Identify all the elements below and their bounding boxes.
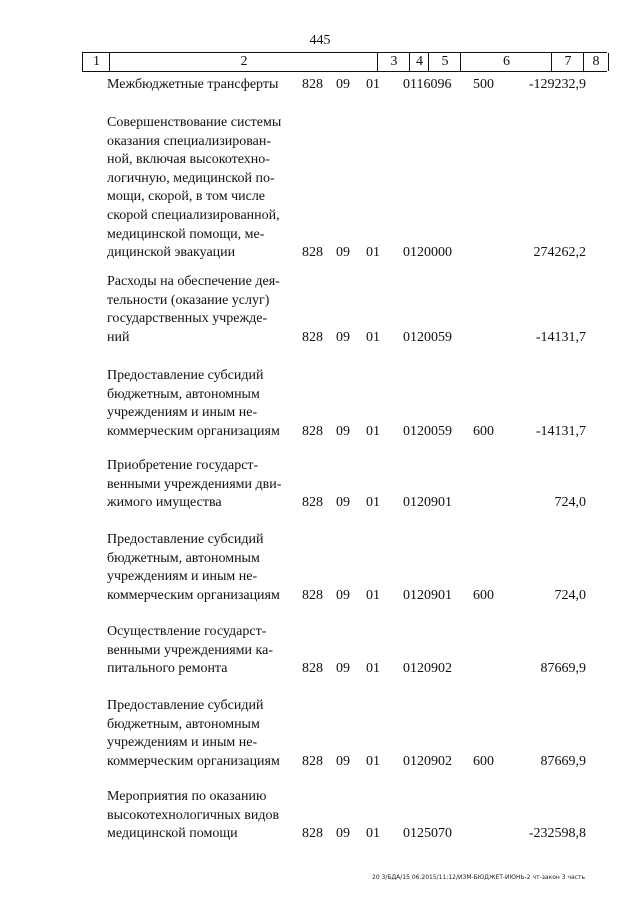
row-name-line: Совершенствование системы bbox=[107, 115, 282, 130]
cell-c7: 600 bbox=[473, 587, 494, 603]
header-col-5: 5 bbox=[428, 53, 461, 71]
row-name-line: Межбюджетные трансферты bbox=[107, 77, 279, 92]
cell-c5: 01 bbox=[366, 661, 380, 677]
row-name-line: коммерческим организациям bbox=[107, 587, 280, 603]
row-name-line: высокотехнологичных видов bbox=[107, 807, 280, 823]
row-name-line: бюджетным, автономным bbox=[107, 716, 260, 732]
header-col-4: 4 bbox=[409, 53, 429, 71]
cell-c3: 828 bbox=[302, 587, 323, 603]
row-name bbox=[107, 623, 295, 679]
header-col-6: 6 bbox=[460, 53, 552, 71]
row-name-line: жимого имущества bbox=[107, 495, 222, 511]
cell-c8: 274262,2 bbox=[533, 245, 586, 261]
row-name bbox=[107, 273, 295, 347]
row-name-line: медицинской помощи, ме- bbox=[107, 226, 265, 242]
row-name-line: Осуществление государст- bbox=[107, 624, 267, 639]
cell-c8: -14131,7 bbox=[535, 423, 586, 439]
cell-c6: 0116096 bbox=[403, 77, 452, 92]
row-name-line: медицинской помощи bbox=[107, 826, 238, 842]
cell-c8: 724,0 bbox=[554, 495, 586, 511]
cell-c7: 500 bbox=[473, 77, 494, 92]
row-name-line: ний bbox=[107, 329, 130, 345]
row-name-line: питального ремонта bbox=[107, 661, 228, 677]
cell-c6: 0120059 bbox=[403, 423, 452, 439]
cell-c3: 828 bbox=[302, 329, 323, 345]
cell-c5: 01 bbox=[366, 495, 380, 511]
row-name bbox=[107, 114, 295, 263]
cell-c3: 828 bbox=[302, 826, 323, 842]
row-name-line: бюджетным, автономным bbox=[107, 550, 260, 566]
cell-c6: 0120901 bbox=[403, 587, 452, 603]
row-name-line: коммерческим организациям bbox=[107, 423, 280, 439]
cell-c3: 828 bbox=[302, 753, 323, 769]
row-name-line: Предоставление субсидий bbox=[107, 532, 264, 547]
cell-c4: 09 bbox=[336, 587, 350, 603]
row-name-line: Предоставление субсидий bbox=[107, 368, 264, 383]
row-name-line: государственных учрежде- bbox=[107, 311, 268, 327]
row-name-line: венными учреждениями дви- bbox=[107, 476, 282, 492]
row-name-line: коммерческим организациям bbox=[107, 753, 280, 769]
row-name-line: логичную, медицинской по- bbox=[107, 170, 275, 186]
header-col-1: 1 bbox=[82, 53, 110, 71]
cell-c8: 87669,9 bbox=[540, 753, 586, 769]
cell-c3: 828 bbox=[302, 661, 323, 677]
cell-c4: 09 bbox=[336, 329, 350, 345]
row-name-line: учреждениям и иным не- bbox=[107, 569, 258, 585]
cell-c8: -232598,8 bbox=[528, 826, 586, 842]
cell-c3: 828 bbox=[302, 423, 323, 439]
row-name-line: тельности (оказание услуг) bbox=[107, 292, 270, 308]
table-header bbox=[82, 52, 607, 72]
cell-c6: 0125070 bbox=[403, 826, 452, 842]
row-name-line: дицинской эвакуации bbox=[107, 245, 236, 261]
row-name-line: бюджетным, автономным bbox=[107, 386, 260, 402]
row-name-line: мощи, скорой, в том числе bbox=[107, 189, 266, 205]
footer-note: 20 3/БДА/15 06.2015/11:12/ИЗМ-БЮДЖЕТ-ИЮНЬ-2 чт-закон 3 часть bbox=[372, 874, 585, 881]
cell-c4: 09 bbox=[336, 77, 350, 92]
cell-c8: 87669,9 bbox=[540, 661, 586, 677]
header-col-7: 7 bbox=[551, 53, 584, 71]
row-name-line: оказания специализирован- bbox=[107, 133, 272, 149]
cell-c3: 828 bbox=[302, 495, 323, 511]
cell-c6: 0120059 bbox=[403, 329, 452, 345]
row-name-line: Расходы на обеспечение дея- bbox=[107, 274, 280, 289]
cell-c3: 828 bbox=[302, 245, 323, 261]
row-name-line: скорой специализированной, bbox=[107, 207, 280, 223]
row-name-line: учреждениям и иным не- bbox=[107, 735, 258, 751]
cell-c7: 600 bbox=[473, 753, 494, 769]
cell-c6: 0120901 bbox=[403, 495, 452, 511]
row-name bbox=[107, 788, 295, 844]
cell-c7: 600 bbox=[473, 423, 494, 439]
cell-c4: 09 bbox=[336, 245, 350, 261]
row-name-line: учреждениям и иным не- bbox=[107, 405, 258, 421]
row-name bbox=[107, 76, 295, 95]
row-name-line: венными учреждениями ка- bbox=[107, 642, 273, 658]
cell-c5: 01 bbox=[366, 245, 380, 261]
header-col-8: 8 bbox=[583, 53, 609, 71]
row-name bbox=[107, 457, 295, 513]
cell-c6: 0120902 bbox=[403, 661, 452, 677]
row-name bbox=[107, 531, 295, 605]
cell-c5: 01 bbox=[366, 329, 380, 345]
cell-c5: 01 bbox=[366, 826, 380, 842]
header-col-3: 3 bbox=[377, 53, 410, 71]
header-col-2: 2 bbox=[109, 53, 378, 71]
page-number: 445 bbox=[309, 33, 331, 48]
cell-c6: 0120902 bbox=[403, 753, 452, 769]
row-name bbox=[107, 367, 295, 441]
cell-c8: -129232,9 bbox=[528, 77, 586, 92]
row-name-line: Предоставление субсидий bbox=[107, 698, 264, 713]
cell-c8: -14131,7 bbox=[535, 329, 586, 345]
cell-c3: 828 bbox=[302, 77, 323, 92]
cell-c6: 0120000 bbox=[403, 245, 452, 261]
cell-c5: 01 bbox=[366, 587, 380, 603]
cell-c4: 09 bbox=[336, 753, 350, 769]
cell-c4: 09 bbox=[336, 495, 350, 511]
cell-c5: 01 bbox=[366, 423, 380, 439]
row-name-line: ной, включая высокотехно- bbox=[107, 152, 270, 168]
row-name-line: Мероприятия по оказанию bbox=[107, 789, 267, 804]
row-name-line: Приобретение государст- bbox=[107, 458, 259, 473]
cell-c5: 01 bbox=[366, 77, 380, 92]
cell-c8: 724,0 bbox=[554, 587, 586, 603]
cell-c4: 09 bbox=[336, 661, 350, 677]
cell-c4: 09 bbox=[336, 423, 350, 439]
cell-c5: 01 bbox=[366, 753, 380, 769]
row-name bbox=[107, 697, 295, 771]
cell-c4: 09 bbox=[336, 826, 350, 842]
